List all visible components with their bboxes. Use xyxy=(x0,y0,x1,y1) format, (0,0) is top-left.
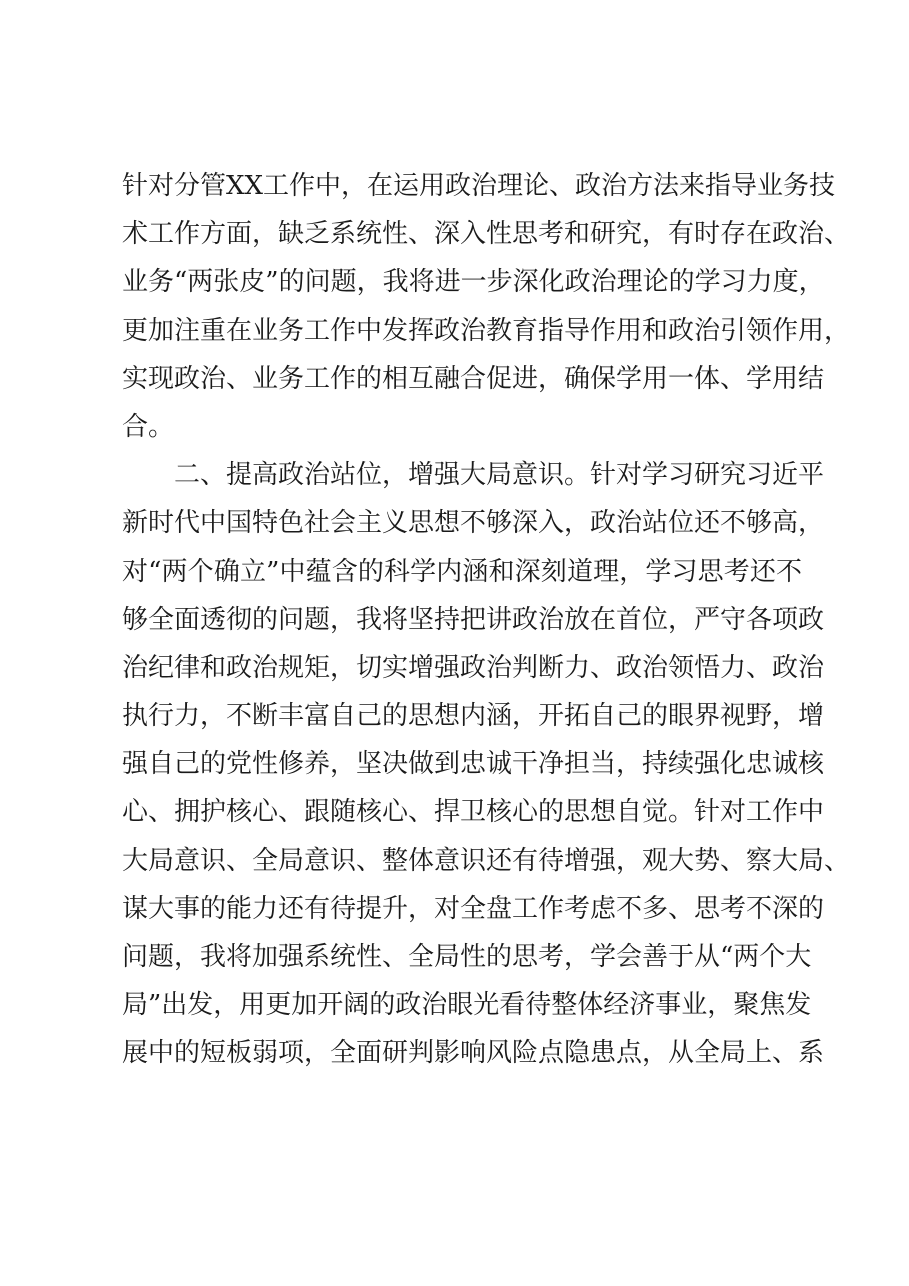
text-line: 展中的短板弱项，全面研判影响风险点隐患点，从全局上、系 xyxy=(122,1038,825,1069)
text-line: 心、拥护核心、跟随核心、捍卫核心的思想自觉。针对工作中 xyxy=(122,797,825,828)
text-line: 对“两个确立”中蕴含的科学内涵和深刻道理，学习思考还不 xyxy=(122,556,802,587)
text-line: 局”出发，用更加开阔的政治眼光看待整体经济事业，聚焦发 xyxy=(122,990,812,1021)
paragraph-heading-line: 二、提高政治站位，增强大局意识。针对学习研究习近平 xyxy=(174,460,825,491)
text-line: 更加注重在业务工作中发挥政治教育指导作用和政治引领作用， xyxy=(122,315,851,346)
text-line: 术工作方面，缺乏系统性、深入性思考和研究，有时存在政治、 xyxy=(122,219,851,250)
text-line: 问题，我将加强系统性、全局性的思考，学会善于从“两个大 xyxy=(122,942,812,972)
text-line: 实现政治、业务工作的相互融合促进，确保学用一体、学用结 xyxy=(122,363,825,394)
paragraph-1 xyxy=(122,162,851,451)
text-line: 治纪律和政治规矩，切实增强政治判断力、政治领悟力、政治 xyxy=(122,652,825,683)
text-line: 针对分管XX工作中，在运用政治理论、政治方法来指导业务技 xyxy=(122,171,836,201)
text-line: 合。 xyxy=(122,411,175,442)
text-line: 够全面透彻的问题，我将坚持把讲政治放在首位，严守各项政 xyxy=(122,604,825,635)
text-line: 谋大事的能力还有待提升，对全盘工作考虑不多、思考不深的 xyxy=(122,893,825,924)
paragraph-2 xyxy=(122,451,851,1077)
text-line: 新时代中国特色社会主义思想不够深入，政治站位还不够高， xyxy=(122,508,825,539)
text-line: 执行力，不断丰富自己的思想内涵，开拓自己的眼界视野，增 xyxy=(122,701,825,732)
text-line: 强自己的党性修养，坚决做到忠诚干净担当，持续强化忠诚核 xyxy=(122,749,825,780)
text-line: 业务“两张皮”的问题，我将进一步深化政治理论的学习力度， xyxy=(122,267,825,298)
text-line: 大局意识、全局意识、整体意识还有待增强，观大势、察大局、 xyxy=(122,845,851,876)
document-body xyxy=(122,162,851,1078)
